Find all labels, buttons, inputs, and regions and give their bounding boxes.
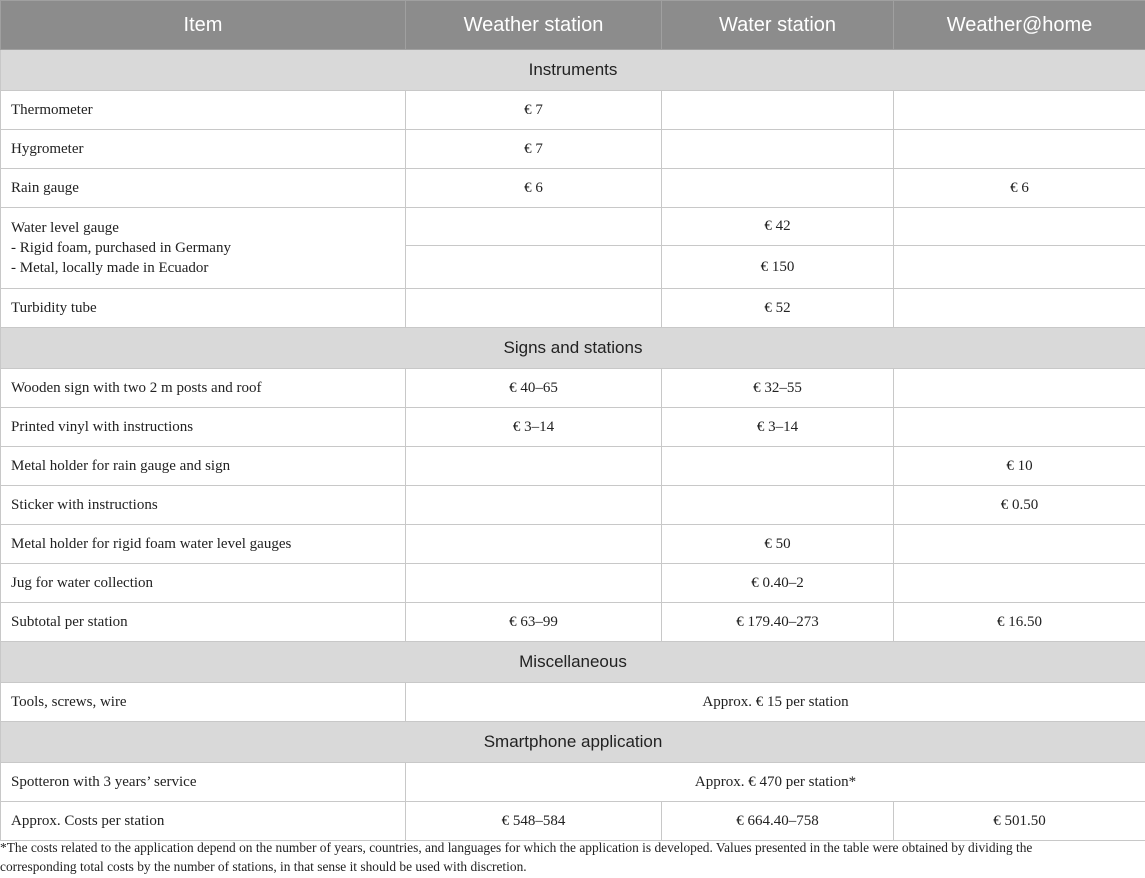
table-row bbox=[1, 408, 1145, 447]
cell-home: € 16.50 bbox=[894, 603, 1145, 642]
table-row bbox=[1, 208, 1145, 246]
row-item: Spotteron with 3 years’ service bbox=[1, 763, 406, 802]
table-row bbox=[1, 289, 1145, 328]
table-row bbox=[1, 525, 1145, 564]
section-app bbox=[1, 722, 1145, 763]
section-label: Smartphone application bbox=[1, 722, 1145, 763]
table-row bbox=[1, 683, 1145, 722]
row-item: Jug for water collection bbox=[1, 564, 406, 603]
table-row bbox=[1, 130, 1145, 169]
cell-home bbox=[894, 130, 1145, 169]
cell-home bbox=[894, 525, 1145, 564]
row-item: Printed vinyl with instructions bbox=[1, 408, 406, 447]
table-row bbox=[1, 564, 1145, 603]
cell-water: € 150 bbox=[662, 246, 894, 289]
table-row-total bbox=[1, 802, 1145, 841]
row-item: Thermometer bbox=[1, 91, 406, 130]
section-instruments bbox=[1, 50, 1145, 91]
cell-weather: € 6 bbox=[406, 169, 662, 208]
cell-water bbox=[662, 447, 894, 486]
cell-water: € 50 bbox=[662, 525, 894, 564]
cell-weather bbox=[406, 289, 662, 328]
cell-weather: € 7 bbox=[406, 130, 662, 169]
cell-water: € 0.40–2 bbox=[662, 564, 894, 603]
cell-home bbox=[894, 369, 1145, 408]
header-weather-station: Weather station bbox=[406, 1, 662, 50]
footnote bbox=[0, 838, 1140, 876]
table-row bbox=[1, 91, 1145, 130]
cell-water bbox=[662, 91, 894, 130]
cell-home: € 6 bbox=[894, 169, 1145, 208]
cell-weather: € 63–99 bbox=[406, 603, 662, 642]
cell-water bbox=[662, 169, 894, 208]
header-weather-home: Weather@home bbox=[894, 1, 1145, 50]
row-item: Hygrometer bbox=[1, 130, 406, 169]
footnote-line2: corresponding total costs by the number of stations, in that sense it should be used with discretion. bbox=[0, 859, 527, 874]
cell-water: € 42 bbox=[662, 208, 894, 246]
section-misc bbox=[1, 642, 1145, 683]
cell-home: € 501.50 bbox=[894, 802, 1145, 841]
row-item: Turbidity tube bbox=[1, 289, 406, 328]
cell-weather bbox=[406, 486, 662, 525]
table-row bbox=[1, 169, 1145, 208]
row-item: Tools, screws, wire bbox=[1, 683, 406, 722]
table-row bbox=[1, 763, 1145, 802]
cell-weather: € 3–14 bbox=[406, 408, 662, 447]
header-row bbox=[1, 1, 1145, 50]
cell-weather bbox=[406, 246, 662, 289]
row-item: Rain gauge bbox=[1, 169, 406, 208]
cell-all: Approx. € 470 per station* bbox=[406, 763, 1145, 802]
cell-weather: € 548–584 bbox=[406, 802, 662, 841]
header-water-station: Water station bbox=[662, 1, 894, 50]
section-label: Instruments bbox=[1, 50, 1145, 91]
row-item: Sticker with instructions bbox=[1, 486, 406, 525]
cell-weather bbox=[406, 447, 662, 486]
cell-all: Approx. € 15 per station bbox=[406, 683, 1145, 722]
cell-water bbox=[662, 486, 894, 525]
row-item: Wooden sign with two 2 m posts and roof bbox=[1, 369, 406, 408]
table-row bbox=[1, 369, 1145, 408]
cell-weather: € 7 bbox=[406, 91, 662, 130]
cell-water: € 52 bbox=[662, 289, 894, 328]
section-label: Signs and stations bbox=[1, 328, 1145, 369]
cell-weather bbox=[406, 564, 662, 603]
cell-home: € 0.50 bbox=[894, 486, 1145, 525]
row-item: Metal holder for rigid foam water level gauges bbox=[1, 525, 406, 564]
cell-home bbox=[894, 246, 1145, 289]
water-level-line3: - Metal, locally made in Ecuador bbox=[11, 260, 209, 276]
cell-water: € 664.40–758 bbox=[662, 802, 894, 841]
section-signs bbox=[1, 328, 1145, 369]
cell-water: € 179.40–273 bbox=[662, 603, 894, 642]
cell-water: € 32–55 bbox=[662, 369, 894, 408]
cell-home bbox=[894, 91, 1145, 130]
row-item-water-level bbox=[1, 208, 406, 289]
water-level-line2: - Rigid foam, purchased in Germany bbox=[11, 240, 231, 256]
cell-water bbox=[662, 130, 894, 169]
row-item: Approx. Costs per station bbox=[1, 802, 406, 841]
cell-weather bbox=[406, 208, 662, 246]
row-item: Metal holder for rain gauge and sign bbox=[1, 447, 406, 486]
row-item: Subtotal per station bbox=[1, 603, 406, 642]
section-label: Miscellaneous bbox=[1, 642, 1145, 683]
cell-water: € 3–14 bbox=[662, 408, 894, 447]
water-level-line1: Water level gauge bbox=[11, 220, 119, 236]
cell-weather bbox=[406, 525, 662, 564]
cell-home bbox=[894, 208, 1145, 246]
table-row-subtotal bbox=[1, 603, 1145, 642]
cell-home: € 10 bbox=[894, 447, 1145, 486]
cell-home bbox=[894, 564, 1145, 603]
header-item: Item bbox=[1, 1, 406, 50]
cell-home bbox=[894, 408, 1145, 447]
table-row bbox=[1, 447, 1145, 486]
table-row bbox=[1, 486, 1145, 525]
cell-weather: € 40–65 bbox=[406, 369, 662, 408]
footnote-line1: *The costs related to the application depend on the number of years, countries, and languages for which the application is developed. Values presented in the table were obtained by dividing the bbox=[0, 840, 1033, 855]
cell-home bbox=[894, 289, 1145, 328]
